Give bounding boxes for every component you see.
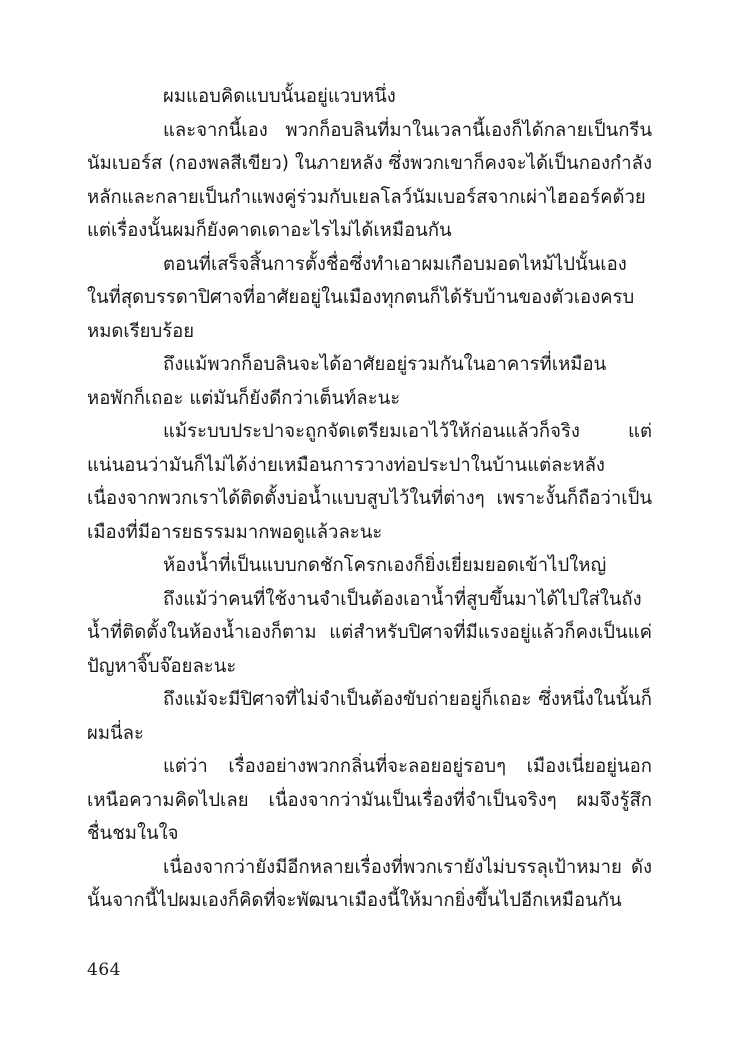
paragraph: และจากนี้เอง พวกก็อบลินที่มาในเวลานี้เองก็ได้กลายเป็นกรีนนัมเบอร์ส (กองพลสีเขียว) ในภายหลัง ซึ่งพวกเขาก็คงจะได้เป็นกองกำลังหลักและกลายเป็นกำแพงคู่ร่วมกับเยลโลว์นัมเบอร์สจากเผ่าไฮออร์คด้วย แต่เรื่องนั้นผมก็ยังคาดเดาอะไรไม่ได้เหมือนกัน (87, 119, 652, 241)
page-number: 464 (87, 960, 121, 980)
paragraph: ผมแอบคิดแบบนั้นอยู่แวบหนึ่ง (163, 86, 396, 107)
paragraph: แต่ว่า เรื่องอย่างพวกกลิ่นที่จะลอยอยู่รอบๆ เมืองเนี่ยอยู่นอกเหนือความคิดไปเลย เนื่องจากว่ามันเป็นเรื่องที่จำเป็นจริงๆ ผมจึงรู้สึกชื่นชมในใจ (87, 756, 652, 844)
paragraph: ถึงแม้จะมีปิศาจที่ไม่จำเป็นต้องขับถ่ายอยู่ก็เถอะ ซึ่งหนึ่งในนั้นก็ผมนี่ละ (87, 689, 652, 744)
paragraph: ห้องน้ำที่เป็นแบบกดชักโครกเองก็ยิ่งเยี่ยมยอดเข้าไปใหญ่ (163, 555, 607, 576)
paragraph: ถึงแม้พวกก็อบลินจะได้อาศัยอยู่รวมกันในอาคารที่เหมือนหอพักก็เถอะ แต่มันก็ยังดีกว่าเต็นท์ละนะ (87, 354, 607, 409)
body-text (87, 80, 652, 918)
paragraph: ตอนที่เสร็จสิ้นการตั้งชื่อซึ่งทำเอาผมเกือบมอดไหม้ไปนั้นเอง ในที่สุดบรรดาปิศาจที่อาศัยอยู่ในเมืองทุกตนก็ได้รับบ้านของตัวเองครบหมดเรียบร้อย (87, 253, 635, 342)
paragraph: เนื่องจากว่ายังมีอีกหลายเรื่องที่พวกเรายังไม่บรรลุเป้าหมาย ดังนั้นจากนี้ไปผมเองก็คิดที่จะพัฒนาเมืองนี้ให้มากยิ่งขึ้นไปอีกเหมือนกัน (87, 856, 652, 911)
paragraph: ถึงแม้ว่าคนที่ใช้งานจำเป็นต้องเอาน้ำที่สูบขึ้นมาได้ไปใส่ในถังน้ำที่ติดตั้งในห้องน้ำเองก็ตาม แต่สำหรับปิศาจที่มีแรงอยู่แล้วก็คงเป็นแค่ปัญหาจิ๊บจ๊อยละนะ (87, 588, 652, 677)
paragraph: แม้ระบบประปาจะถูกจัดเตรียมเอาไว้ให้ก่อนแล้วก็จริง แต่แน่นอนว่ามันก็ไม่ได้ง่ายเหมือนการวางท่อประปาในบ้านแต่ละหลัง เนื่องจากพวกเราได้ติดตั้งบ่อน้ำแบบสูบไว้ในที่ต่างๆ เพราะงั้นก็ถือว่าเป็นเมืองที่มีอารยธรรมมากพอดูแล้วละนะ (87, 421, 652, 543)
